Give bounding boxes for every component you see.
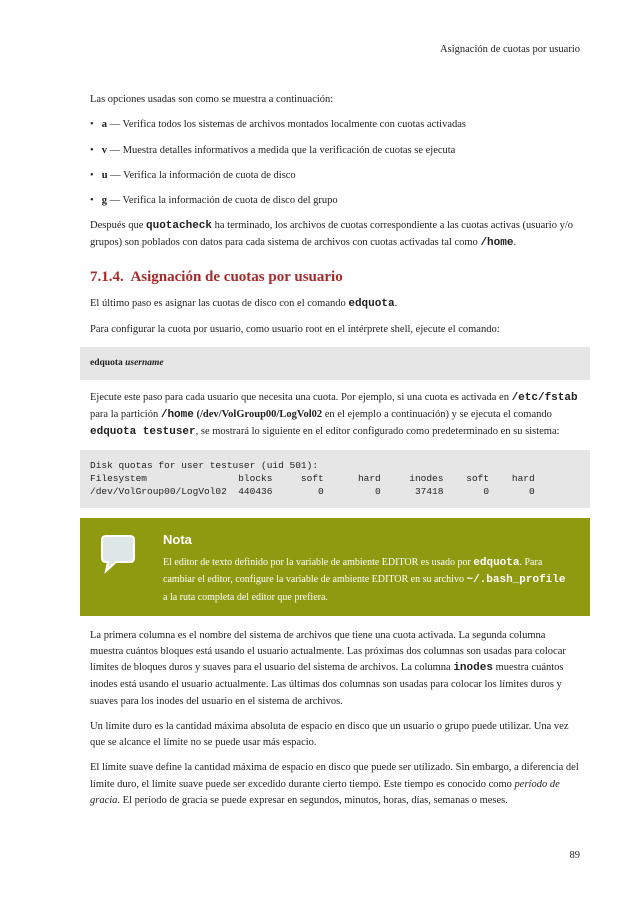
option-key: u bbox=[101, 169, 108, 181]
command-edquota: edquota bbox=[473, 556, 520, 569]
path-fstab: /etc/fstab bbox=[511, 391, 578, 404]
options-intro: Las opciones usadas son como se muestra a continuación: bbox=[90, 94, 334, 105]
text-run: El límite suave define la cantidad máxima de espacio en disco que puede ser utilizado. Sin embargo, a diferencia del límite duro, el límite suave puede ser excedido durante cierto tiempo. Este tiempo es conocido como bbox=[90, 762, 579, 790]
code-line: Filesystem blocks soft hard inodes soft hard bbox=[90, 472, 535, 484]
option-text: — Verifica todos los sistemas de archivos montados localmente con cuotas activadas bbox=[109, 119, 466, 131]
list-item bbox=[90, 117, 580, 133]
option-text: — Muestra detalles informativos a medida que la verificación de cuotas se ejecuta bbox=[109, 144, 456, 156]
text-run: , se mostrará lo siguiente en el editor configurado como predeterminado en su sistema: bbox=[195, 425, 560, 437]
execute-paragraph bbox=[90, 390, 580, 441]
text-run: Después que bbox=[90, 220, 144, 232]
note-title: Nota bbox=[163, 532, 192, 548]
text-run: La primera columna es el nombre del sistema de archivos que tiene una cuota activada. La segunda columna muestra cuántos bloques está usando el usuario actualmente. Las próximas dos columnas son usadas para colocar límites de bloques duros y suaves para el usuario del sistema de archivos. La columna bbox=[90, 629, 566, 674]
list-item bbox=[90, 143, 580, 159]
term-grace-period: período de gracia bbox=[90, 778, 560, 806]
text-run: ha terminado, los archivos de cuotas correspondiente a las cuotas activas (usuario y/o grupos) son poblados con datos para cada sistema de archivos con cuotas activadas tal como bbox=[90, 220, 573, 249]
option-text: — Verifica la información de cuota de disco del grupo bbox=[109, 195, 338, 207]
columns-paragraph bbox=[90, 628, 580, 710]
configure-paragraph: Para configurar la cuota por usuario, como usuario root en el intérprete shell, ejecute el comando: bbox=[90, 323, 500, 335]
path-home: /home bbox=[160, 408, 194, 421]
section-title: Asignación de cuotas por usuario bbox=[130, 269, 343, 286]
text-run: . El período de gracia se puede expresar en segundos, minutos, horas, días, semanas o meses. bbox=[117, 794, 508, 806]
command-edquota: edquota bbox=[348, 297, 395, 310]
list-item bbox=[90, 193, 580, 209]
text-run: El editor de texto definido por la variable de ambiente EDITOR es usado por bbox=[163, 556, 471, 568]
option-key: g bbox=[101, 195, 107, 207]
list-item bbox=[90, 168, 580, 184]
section-number: 7.1.4. bbox=[90, 269, 124, 286]
page-number: 89 bbox=[569, 850, 580, 861]
device-path: (/dev/VolGroup00/LogVol02 bbox=[196, 408, 323, 420]
soft-limit-paragraph bbox=[90, 760, 580, 809]
text-run: Ejecute este paso para cada usuario que necesita una cuota. Por ejemplo, si una cuota es activada en bbox=[90, 391, 509, 403]
option-key: a bbox=[101, 119, 107, 131]
text-run: para la partición bbox=[90, 408, 159, 420]
section-heading bbox=[90, 266, 580, 289]
code-line: Disk quotas for user testuser (uid 501): bbox=[90, 459, 319, 471]
after-quotacheck-paragraph bbox=[90, 218, 580, 252]
option-text: — Verifica la información de cuota de disco bbox=[110, 169, 296, 181]
text-run: muestra cuántos inodes está usando el usuario actualmente. Las últimas dos columnas son usadas para colocar los límites duros y suaves para los inodes del usuario en el sistema de archivos. bbox=[90, 662, 564, 707]
text-run: a la ruta completa del editor que prefiera. bbox=[163, 591, 328, 603]
hard-limit-paragraph: Un límite duro es la cantidad máxima absoluta de espacio en disco que un usuario o grupo puede utilizar. Una vez que se alcance el límite no se puede usar más espacio. bbox=[90, 720, 569, 749]
term-inodes: inodes bbox=[453, 662, 493, 675]
path-home: /home bbox=[480, 237, 514, 250]
note-box bbox=[80, 518, 590, 615]
text-run: . bbox=[394, 297, 398, 309]
running-header: Asignación de cuotas por usuario bbox=[440, 44, 580, 55]
code-command: edquota bbox=[90, 357, 123, 368]
last-step-paragraph bbox=[90, 296, 580, 313]
code-line: /dev/VolGroup00/LogVol02 440436 0 0 37418 0 0 bbox=[90, 485, 535, 497]
speech-bubble-icon bbox=[96, 532, 140, 576]
text-run: . bbox=[513, 237, 517, 249]
file-bash-profile: ~/.bash_profile bbox=[466, 574, 566, 587]
code-block-quota-output bbox=[80, 450, 590, 508]
text-run: El último paso es asignar las cuotas de disco con el comando bbox=[90, 297, 346, 309]
text-run: . Para cambiar el editor, configure la variable de ambiente EDITOR en su archivo bbox=[163, 556, 543, 586]
command-edquota-testuser: edquota testuser bbox=[90, 425, 196, 438]
page-content bbox=[90, 92, 580, 818]
command-quotacheck: quotacheck bbox=[146, 220, 213, 233]
code-block-edquota bbox=[80, 347, 590, 380]
text-run: en el ejemplo a continuación) y se ejecuta el comando bbox=[324, 408, 552, 420]
code-argument: username bbox=[125, 357, 164, 368]
option-key: v bbox=[101, 144, 107, 156]
note-text bbox=[163, 555, 570, 606]
options-list bbox=[90, 117, 580, 209]
